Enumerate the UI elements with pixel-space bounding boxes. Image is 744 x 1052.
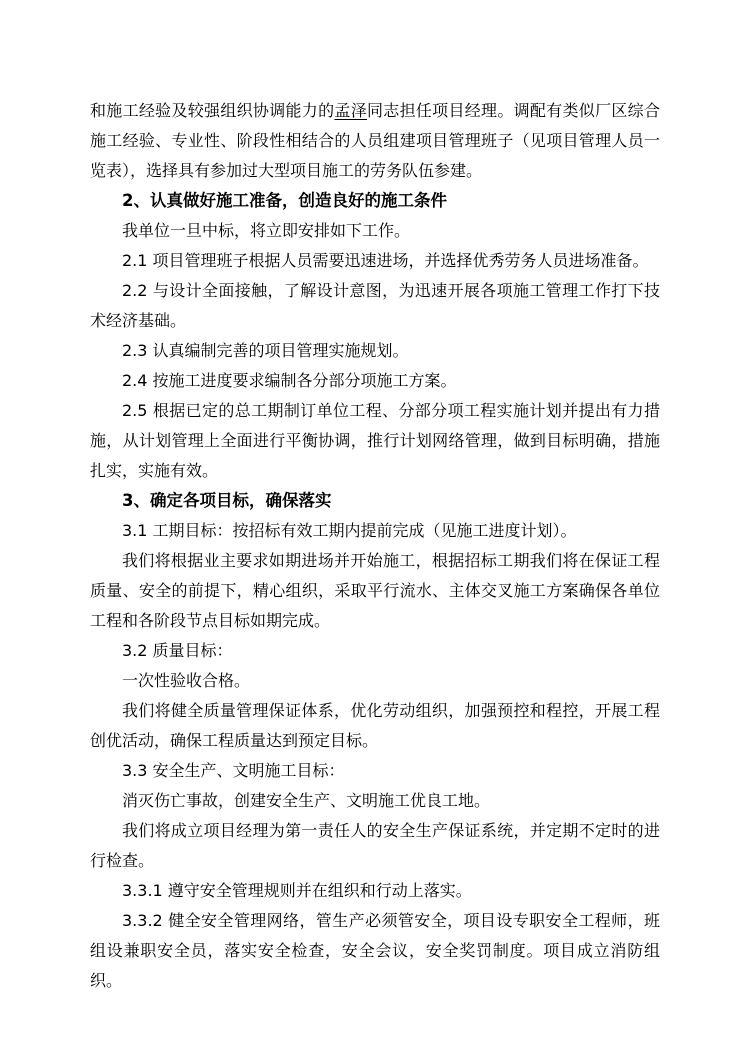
paragraph-3-3-2: 3.3.2 健全安全管理网络，管生产必须管安全，项目设专职安全工程师，班组设兼职安全员，落实安全检查，安全会议，安全奖罚制度。项目成立消防组织。 xyxy=(90,911,660,990)
paragraph-3-3-goal: 消灭伤亡事故，创建安全生产、文明施工优良工地。 xyxy=(122,791,491,810)
paragraph-2-2: 2.2 与设计全面接触，了解设计意图，为迅速开展各项施工管理工作打下技术经济基础。 xyxy=(90,281,660,330)
paragraph-3-3-1: 3.3.1 遵守安全管理规则并在组织和行动上落实。 xyxy=(122,881,472,900)
paragraph-2-1: 2.1 项目管理班子根据人员需要迅速进场，并选择优秀劳务人员进场准备。 xyxy=(122,251,649,270)
paragraph-2-4: 2.4 按施工进度要求编制各分部分项施工方案。 xyxy=(122,371,457,390)
paragraph-2-5: 2.5 根据已定的总工期制订单位工程、分部分项工程实施计划并提出有力措施，从计划管理上全面进行平衡协调，推行计划网络管理，做到目标明确，措施扎实，实施有效。 xyxy=(90,401,660,480)
paragraph-2-intro: 我单位一旦中标，将立即安排如下工作。 xyxy=(122,221,411,240)
paragraph-intro xyxy=(90,96,660,186)
paragraph-3-2: 3.2 质量目标： xyxy=(122,641,233,660)
paragraph-3-3-detail: 我们将成立项目经理为第一责任人的安全生产保证系统，并定期不定时的进行检查。 xyxy=(90,821,660,870)
document-body xyxy=(90,96,660,996)
section-heading-2: 2、认真做好施工准备，创造良好的施工条件 xyxy=(122,191,447,210)
paragraph-3-1: 3.1 工期目标：按招标有效工期内提前完成（见施工进度计划）。 xyxy=(122,521,577,540)
paragraph-3-2-detail: 我们将健全质量管理保证体系，优化劳动组织，加强预控和程控，开展工程创优活动，确保工程质量达到预定目标。 xyxy=(90,701,660,750)
paragraph-3-1-detail: 我们将根据业主要求如期进场并开始施工，根据招标工期我们将在保证工程质量、安全的前提下，精心组织，采取平行流水、主体交叉施工方案确保各单位工程和各阶段节点目标如期完成。 xyxy=(90,551,660,630)
paragraph-3-2-goal: 一次性验收合格。 xyxy=(122,671,251,690)
paragraph-3-3: 3.3 安全生产、文明施工目标： xyxy=(122,761,345,780)
intro-text-part-2: 同志担任项目经理。调配有类似厂区综合施工经验、专业性、阶段性相结合的人员组建项目管理班子（见项目管理人员一览表），选择具有参加过大型项目施工的劳务队伍参建。 xyxy=(90,101,660,180)
intro-text-part-1: 和施工经验及较强组织协调能力的 xyxy=(90,101,335,120)
section-heading-3: 3、确定各项目标，确保落实 xyxy=(122,491,332,510)
manager-name: 孟泽 xyxy=(334,101,367,120)
paragraph-2-3: 2.3 认真编制完善的项目管理实施规划。 xyxy=(122,341,409,360)
